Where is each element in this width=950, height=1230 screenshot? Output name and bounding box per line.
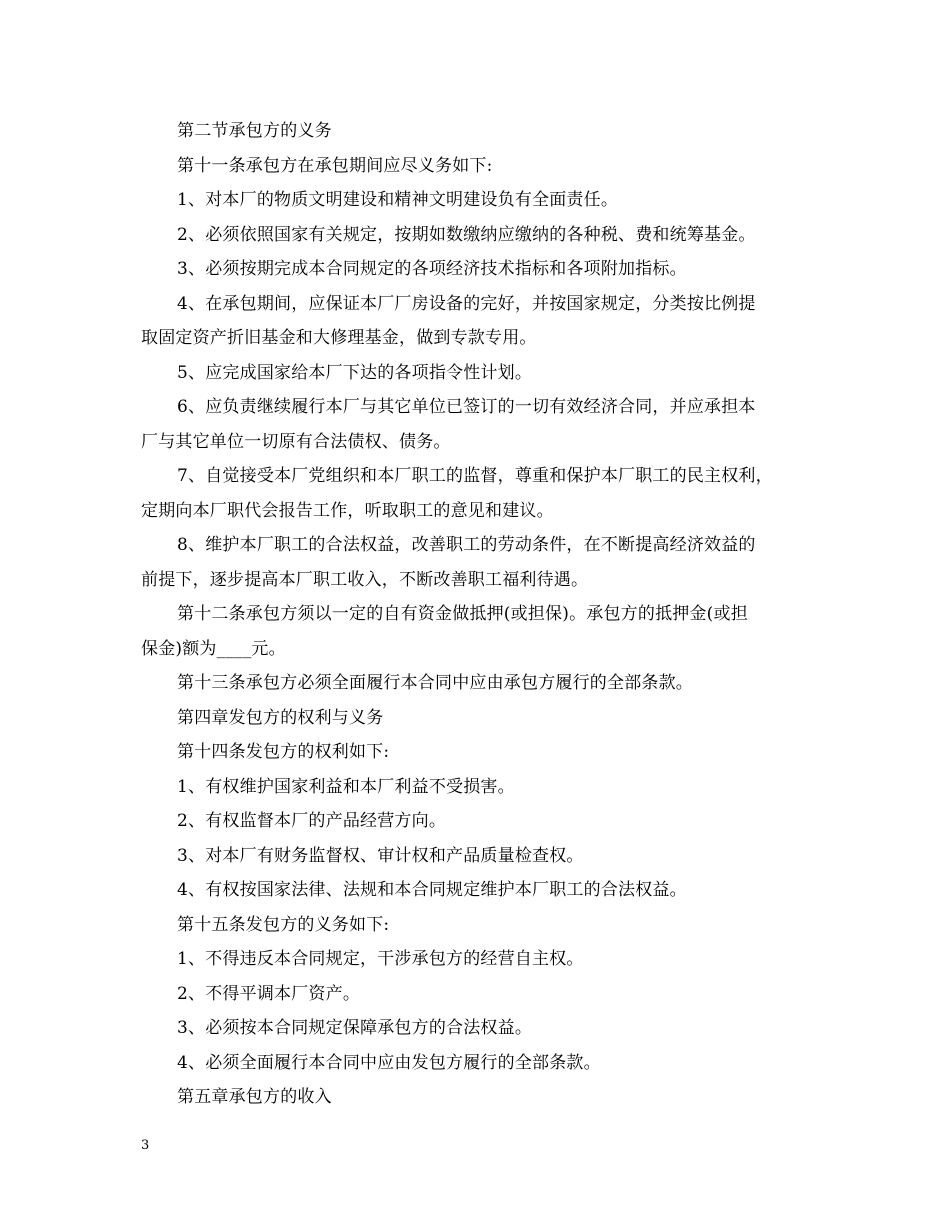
paragraph-line: 3、必须按期完成本合同规定的各项经济技术指标和各项附加指标。 (177, 259, 687, 279)
paragraph-line: 6、应负责继续履行本厂与其它单位已签订的一切有效经济合同，并应承担本 (177, 397, 756, 417)
paragraph-line: 2、必须依照国家有关规定，按期如数缴纳应缴纳的各种税、费和统筹基金。 (177, 224, 756, 245)
paragraph-line: 第十四条发包方的权利如下: (177, 742, 390, 762)
paragraph-line: 3、对本厂有财务监督权、审计权和产品质量检查权。 (177, 845, 584, 866)
paragraph-line: 1、对本厂的物质文明建设和精神文明建设负有全面责任。 (177, 190, 619, 210)
paragraph-line: 2、有权监督本厂的产品经营方向。 (177, 811, 447, 831)
paragraph-line: 4、必须全面履行本合同中应由发包方履行的全部条款。 (177, 1052, 601, 1073)
paragraph-continuation-line: 定期向本厂职代会报告工作，听取职工的意见和建议。 (141, 500, 554, 521)
paragraph-continuation-line: 厂与其它单位一切原有合法债权、债务。 (141, 431, 451, 452)
paragraph-line: 第十五条发包方的义务如下: (177, 914, 390, 935)
paragraph-line: 第十二条承包方须以一定的自有资金做抵押(或担保)。承包方的抵押金(或担 (177, 604, 748, 624)
paragraph-continuation-line: 保金)额为____元。 (141, 638, 286, 659)
paragraph-line: 3、必须按本合同规定保障承包方的合法权益。 (177, 1018, 533, 1038)
paragraph-line: 第四章发包方的权利与义务 (177, 707, 384, 728)
document-body (141, 114, 811, 1115)
paragraph-line: 第十一条承包方在承包期间应尽义务如下: (177, 155, 493, 176)
paragraph-line: 1、有权维护国家利益和本厂利益不受损害。 (177, 776, 515, 797)
paragraph-line: 第五章承包方的收入 (177, 1087, 332, 1107)
paragraph-continuation-line: 前提下，逐步提高本厂职工收入，不断改善职工福利待遇。 (141, 569, 589, 590)
paragraph-line: 4、有权按国家法律、法规和本合同规定维护本厂职工的合法权益。 (177, 880, 687, 900)
paragraph-line: 8、维护本厂职工的合法权益，改善职工的劳动条件，在不断提高经济效益的 (177, 535, 756, 555)
paragraph-line: 7、自觉接受本厂党组织和本厂职工的监督，尊重和保护本厂职工的民主权利， (177, 466, 773, 486)
paragraph-line: 5、应完成国家给本厂下达的各项指令性计划。 (177, 362, 533, 383)
paragraph-line: 1、不得违反本合同规定，干涉承包方的经营自主权。 (177, 949, 584, 969)
page-number: 3 (141, 1138, 150, 1153)
paragraph-line: 第十三条承包方必须全面履行本合同中应由承包方履行的全部条款。 (177, 673, 693, 693)
paragraph-line: 4、在承包期间，应保证本厂厂房设备的完好，并按国家规定，分类按比例提 (177, 293, 756, 314)
paragraph-line: 第二节承包方的义务 (177, 121, 332, 141)
paragraph-line: 2、不得平调本厂资产。 (177, 983, 361, 1004)
paragraph-continuation-line: 取固定资产折旧基金和大修理基金，做到专款专用。 (141, 328, 537, 348)
